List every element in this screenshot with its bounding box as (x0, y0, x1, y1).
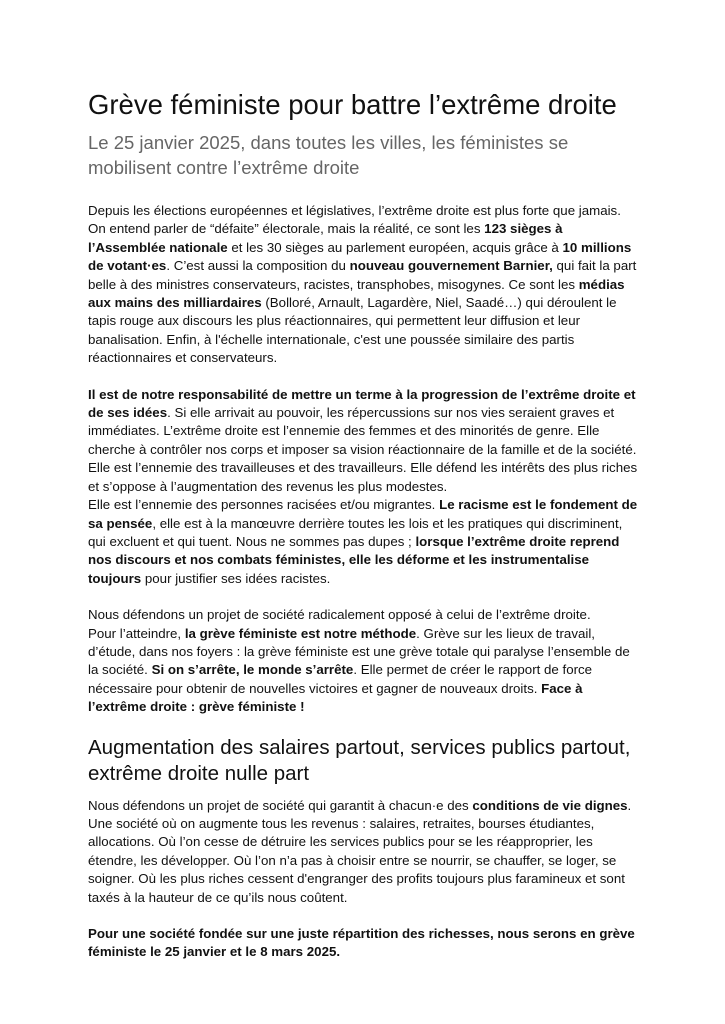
paragraph-society (88, 797, 639, 907)
bold-text-run: Si on s’arrête, le monde s’arrête (151, 662, 354, 678)
bold-text-run: 10 millions de votant·es (88, 239, 632, 274)
bold-text-run: Le racisme est le fondement de sa pensée (88, 497, 638, 531)
paragraph-intro (88, 202, 639, 368)
text-run: . Elle permet de créer le rapport de force nécessaire pour obtenir de nouvelles victoires et gagner de nouveaux droits. (88, 662, 593, 696)
bold-text-run: nouveau gouvernement Barnier, (349, 258, 553, 274)
text-run: pour justifier ses idées racistes. (141, 570, 331, 586)
text-run: . Grève sur les lieux de travail, d’étude, dans nos foyers : la grève féministe est une grève totale qui paralyse l’ensemble de la société. (88, 625, 630, 678)
text-run: , elle est à la manœuvre derrière toutes les lois et les pratiques qui discriminent, qui excluent et qui tuent. Nous ne sommes pas dupes ; (88, 515, 623, 549)
text-run: et les 30 sièges au parlement européen, acquis grâce à (227, 239, 563, 255)
bold-text-run: conditions de vie dignes (472, 797, 628, 813)
text-run: Elle est l’ennemie des personnes racisées et/ou migrantes. (88, 497, 440, 513)
text-run: . Une société où on augmente tous les revenus : salaires, retraites, bourses étudiantes, allocations. Où l’on cesse de détruire les services publics pour se les réapproprier, les étendre, les développer. Où l’on n’a pas à choisir entre se nourrir, se chauffer, se loger, se soigner. Où les plus riches cessent d'engranger des profits toujours plus faramineux et sont taxés à la hauteur de ce qu’ils nous coûtent. (88, 797, 632, 905)
bold-text-run: Pour une société fondée sur une juste répartition des richesses, nous serons en grève féministe le 25 janvier et le 8 mars 2025. (88, 926, 635, 960)
text-run: Pour l’atteindre, (88, 625, 185, 641)
bold-text-run: Il est de notre responsabilité de mettre un terme à la progression de l’extrême droite et de ses idées (88, 386, 636, 421)
page-subtitle: Le 25 janvier 2025, dans toutes les villes, les féministes se mobilisent contre l’extrême droite (88, 132, 569, 178)
text-run: . Si elle arrivait au pouvoir, les répercussions sur nos vies seraient graves et immédiates. L’extrême droite est l’ennemie des femmes et des minorités de genre. Elle cherche à contrôler nos corps et imposer sa vision réactionnaire de la famille et de la société. Elle est l’ennemie des travailleuses et des travailleurs. Elle défend les intérêts des plus riches et s’oppose à l’augmentation des revenus les plus modestes. (88, 405, 638, 494)
text-run: qui fait la part belle à des ministres conservateurs, racistes, transphobes, misogynes. Ce sont les (88, 258, 637, 292)
text-run: Depuis les élections européennes et législatives, l’extrême droite est plus forte que jamais. On entend parler de “défaite” électorale, mais la réalité, ce sont les (88, 203, 621, 237)
bold-text-run: Face à l’extrême droite : grève féministe ! (88, 680, 583, 715)
bold-text-run: la grève féministe est notre méthode (184, 625, 417, 641)
page-title: Grève féministe pour battre l’extrême droite (88, 89, 617, 120)
section-heading: Augmentation des salaires partout, services publics partout, extrême droite nulle part (88, 735, 631, 785)
bold-text-run: médias aux mains des milliardaires (88, 276, 625, 311)
paragraph-method (88, 606, 639, 716)
bold-text-run: lorsque l’extrême droite reprend nos discours et nos combats féministes, elle les déforme et les instrumentalise toujours (88, 533, 620, 586)
text-run: (Bolloré, Arnault, Lagardère, Niel, Saadé…) qui déroulent le tapis rouge aux discours les plus réactionnaires, qui permettent leur diffusion et leur banalisation. Enfin, à l'échelle internationale, c'est une poussée similaire des partis réactionnaires et conservateurs. (88, 295, 617, 366)
paragraph-conclusion (88, 925, 639, 962)
text-run: . C’est aussi la composition du (166, 258, 350, 274)
text-run: Nous défendons un projet de société radicalement opposé à celui de l’extrême droite. (88, 607, 591, 623)
text-run: Nous défendons un projet de société qui garantit à chacun·e des (88, 797, 473, 813)
bold-text-run: 123 sièges à l’Assemblée nationale (88, 221, 563, 255)
paragraph-responsibility (88, 386, 639, 588)
